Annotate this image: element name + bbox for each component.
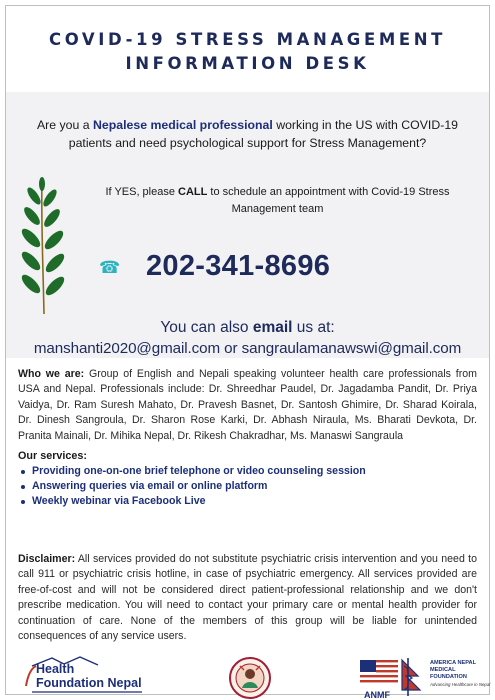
plant-branch-icon bbox=[18, 176, 66, 316]
service-item-label: Weekly webinar via Facebook Live bbox=[32, 495, 206, 508]
health-foundation-nepal-logo bbox=[24, 656, 152, 694]
phone-number[interactable]: 202-341-8696 bbox=[146, 250, 331, 282]
page-title-line-2: INFORMATION DESK bbox=[125, 54, 370, 73]
intro-text bbox=[20, 116, 475, 152]
flag-caduceus-icon bbox=[358, 656, 428, 700]
service-item-label: Answering queries via email or online platform bbox=[32, 480, 268, 493]
hfn-line-1: Health bbox=[36, 662, 75, 676]
email-prefix: You can also bbox=[160, 319, 253, 336]
disclaimer-label: Disclaimer: bbox=[18, 553, 76, 565]
services-heading: Our services: bbox=[18, 450, 88, 462]
who-label: Who we are: bbox=[18, 368, 85, 380]
who-we-are-paragraph bbox=[18, 367, 477, 444]
email-label bbox=[6, 318, 489, 338]
intro-prefix: Are you a bbox=[36, 118, 94, 132]
seal-logo-icon bbox=[228, 656, 272, 700]
hfn-line-2: Foundation Nepal bbox=[36, 676, 142, 690]
email-suffix: us at: bbox=[292, 319, 335, 336]
anmf-wordmark bbox=[430, 660, 490, 688]
anmf-line-1: AMERICA NEPAL bbox=[430, 660, 476, 666]
list-item bbox=[20, 479, 366, 494]
flyer bbox=[5, 5, 491, 700]
anmf-line-3: FOUNDATION bbox=[430, 674, 467, 680]
intro-suffix: working in the US with COVID-19 patients and need psychological support for Stress Management? bbox=[68, 118, 459, 150]
anmf-tagline: Advancing Healthcare in Nepal bbox=[430, 682, 491, 687]
who-text: Group of English and Nepali speaking volunteer health care professionals from USA and Nepal. Professionals include: Dr. Shreedhar Paudel, Dr. Jagadamba Pandit, Dr. Priya Vaidya, Dr. Ram Suresh Mahato, Dr. Pravesh Basnet, Dr. Santosh Ghimire, Dr. Sharad Koirala, Dr. Dinesh Sangroula, Dr. Sharon Rose Karki, Dr. Abhash Niraula, Ms. Bharati Devkota, Dr. Pranita Mainali, Dr. Mihika Nepal, Dr. Rikesh Chakradhar, Ms. Manaswi Sangraula bbox=[18, 368, 477, 442]
bullet-icon bbox=[21, 485, 25, 489]
call-instruction bbox=[76, 184, 479, 218]
email-addresses[interactable]: manshanti2020@gmail.com or sangraulamanawswi@gmail.com bbox=[33, 340, 462, 357]
email-bold: email bbox=[252, 319, 293, 336]
bullet-icon bbox=[21, 500, 25, 504]
list-item bbox=[20, 494, 366, 509]
header bbox=[6, 6, 489, 92]
bullet-icon bbox=[21, 470, 25, 474]
services-list bbox=[20, 464, 366, 510]
phone-icon: ☎ bbox=[99, 258, 121, 277]
disclaimer-paragraph bbox=[18, 552, 477, 644]
page-title-line-1: COVID-19 STRESS MANAGEMENT bbox=[49, 30, 446, 49]
call-bold: CALL bbox=[178, 186, 208, 198]
list-item bbox=[20, 464, 366, 479]
intro-highlight: Nepalese medical professional bbox=[93, 118, 273, 132]
call-suffix: to schedule an appointment with Covid-19 Stress Management team bbox=[207, 186, 450, 215]
anmf-logo bbox=[358, 656, 494, 700]
anmf-acronym: ANMF bbox=[364, 690, 390, 700]
service-item-label: Providing one-on-one brief telephone or video counseling session bbox=[32, 465, 366, 477]
anmf-line-2: MEDICAL bbox=[430, 667, 456, 673]
disclaimer-text: All services provided do not substitute psychiatric crisis intervention and you need to call 911 or psychiatric crisis hotline, in case of psychiatric emergency. All services provided are free-of-cost and will not be considered direct patient-professional relationship and we don't prescribe medication. You will need to contact your primary care or mental health provider for continuation of care. None of the members of this group will be liable for unintended consequences of any service users. bbox=[18, 553, 477, 643]
call-prefix: If YES, please bbox=[105, 186, 179, 198]
